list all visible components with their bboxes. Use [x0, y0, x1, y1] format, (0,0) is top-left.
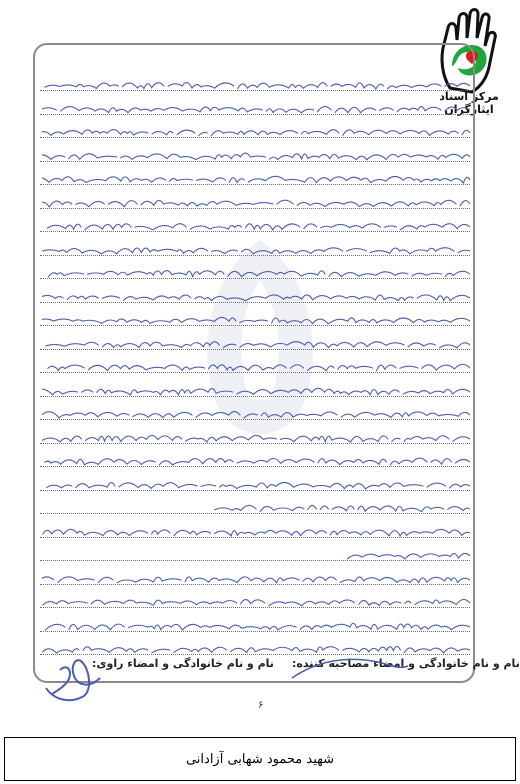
handwritten-line — [42, 384, 470, 398]
handwritten-line — [42, 172, 470, 186]
narrator-signature — [40, 648, 110, 708]
handwritten-line — [42, 125, 470, 139]
handwritten-line — [42, 548, 470, 562]
narrator-signature-label: نام و نام خانوادگی و امضاء راوی: — [92, 657, 274, 670]
handwritten-line — [42, 196, 470, 210]
handwritten-line — [42, 337, 470, 351]
handwritten-line — [42, 219, 470, 233]
handwritten-line — [42, 78, 470, 92]
handwritten-line — [42, 290, 470, 304]
handwritten-line — [42, 619, 470, 633]
handwritten-line — [42, 243, 470, 257]
handwritten-line — [42, 501, 470, 515]
handwritten-line — [42, 313, 470, 327]
handwritten-line — [42, 360, 470, 374]
handwritten-line — [42, 266, 470, 280]
interviewer-signature — [288, 648, 418, 688]
handwritten-line — [42, 102, 470, 116]
handwritten-line — [42, 572, 470, 586]
interviewer-signature-label: نام و نام خانوادگی و امضاء مصاحبه کننده: — [292, 657, 520, 670]
page-number: ۶ — [258, 700, 264, 711]
handwritten-line — [42, 407, 470, 421]
handwritten-line — [42, 525, 470, 539]
logo-text: مرکز اسناد ایثارگران — [439, 90, 499, 116]
handwritten-line — [42, 595, 470, 609]
handwritten-line — [42, 149, 470, 163]
handwritten-line — [42, 454, 470, 468]
caption-box — [4, 737, 516, 781]
handwritten-line — [42, 431, 470, 445]
caption-text: شهید محمود شهابی آزادانی — [185, 751, 335, 767]
handwritten-line — [42, 478, 470, 492]
